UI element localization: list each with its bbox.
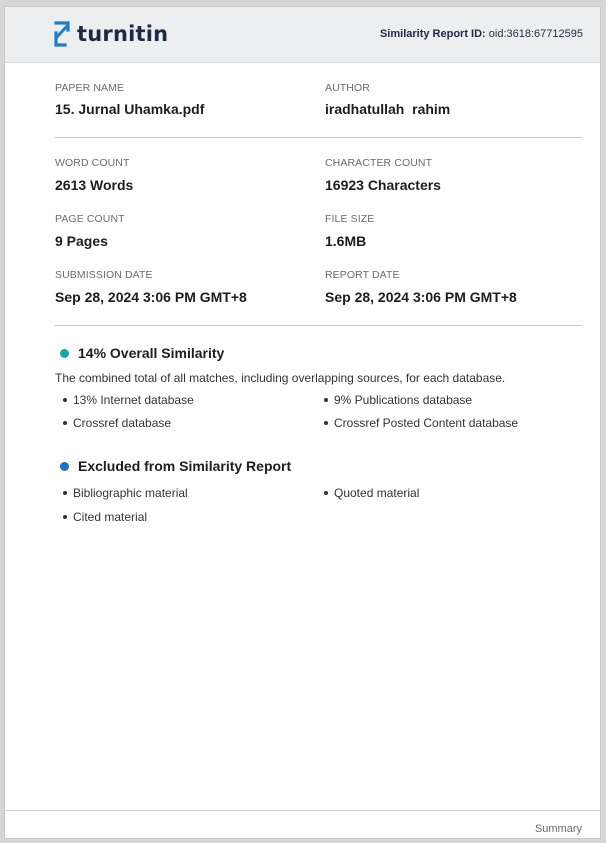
footer-divider bbox=[5, 810, 600, 811]
page-count-value: 9 Pages bbox=[55, 233, 108, 249]
similarity-report-id bbox=[380, 28, 583, 40]
submission-date-label: SUBMISSION DATE bbox=[55, 269, 153, 281]
report-id-label: Similarity Report ID: bbox=[379, 28, 486, 40]
similarity-item-crossref-posted: Crossref Posted Content database bbox=[334, 416, 519, 430]
author-value: iradhatullah rahim bbox=[325, 101, 451, 117]
overall-similarity-heading bbox=[60, 345, 224, 361]
excluded-title: Excluded from Similarity Report bbox=[78, 458, 292, 474]
similarity-item-internet: 13% Internet database bbox=[73, 393, 194, 407]
bullet-icon bbox=[324, 398, 328, 402]
excluded-dot-icon bbox=[60, 462, 69, 471]
word-count-label: WORD COUNT bbox=[55, 157, 130, 169]
bullet-icon bbox=[324, 491, 328, 495]
page-count-label: PAGE COUNT bbox=[55, 213, 125, 225]
paper-name-label: PAPER NAME bbox=[55, 82, 125, 94]
divider bbox=[55, 137, 582, 138]
file-size-label: FILE SIZE bbox=[325, 213, 375, 225]
list-item bbox=[63, 416, 171, 430]
brand-name: turnitin bbox=[77, 22, 169, 46]
divider bbox=[55, 325, 582, 326]
excluded-item-cited: Cited material bbox=[73, 510, 148, 524]
report-page bbox=[4, 6, 601, 839]
report-id-value: oid:3618:67712595 bbox=[488, 28, 583, 40]
bullet-icon bbox=[324, 421, 328, 425]
similarity-item-crossref: Crossref database bbox=[73, 416, 172, 430]
author-label: AUTHOR bbox=[325, 82, 370, 94]
report-header bbox=[5, 7, 600, 63]
similarity-item-publications: 9% Publications database bbox=[334, 393, 473, 407]
report-date-value: Sep 28, 2024 3:06 PM GMT+8 bbox=[325, 289, 517, 305]
list-item bbox=[324, 393, 472, 407]
overall-similarity-title: 14% Overall Similarity bbox=[78, 345, 225, 361]
report-date-label: REPORT DATE bbox=[325, 269, 400, 281]
bullet-icon bbox=[63, 491, 67, 495]
bullet-icon bbox=[63, 421, 67, 425]
similarity-description: The combined total of all matches, including overlapping sources, for each database. bbox=[55, 371, 506, 385]
list-item bbox=[324, 486, 419, 500]
word-count-value: 2613 Words bbox=[55, 177, 134, 193]
list-item bbox=[63, 486, 188, 500]
paper-name-value: 15. Jurnal Uhamka.pdf bbox=[55, 101, 205, 117]
excluded-heading bbox=[60, 458, 291, 474]
list-item bbox=[324, 416, 518, 430]
bullet-icon bbox=[63, 515, 67, 519]
character-count-label: CHARACTER COUNT bbox=[325, 157, 433, 169]
footer-summary-label: Summary bbox=[534, 823, 582, 835]
file-size-value: 1.6MB bbox=[325, 233, 367, 249]
list-item bbox=[63, 393, 194, 407]
excluded-item-bibliographic: Bibliographic material bbox=[73, 486, 188, 500]
submission-date-value: Sep 28, 2024 3:06 PM GMT+8 bbox=[55, 289, 247, 305]
character-count-value: 16923 Characters bbox=[325, 177, 441, 193]
bullet-icon bbox=[63, 398, 67, 402]
similarity-dot-icon bbox=[60, 349, 69, 358]
excluded-item-quoted: Quoted material bbox=[334, 486, 420, 500]
turnitin-logo bbox=[53, 18, 168, 50]
turnitin-logo-icon bbox=[53, 20, 73, 48]
list-item bbox=[63, 510, 147, 524]
